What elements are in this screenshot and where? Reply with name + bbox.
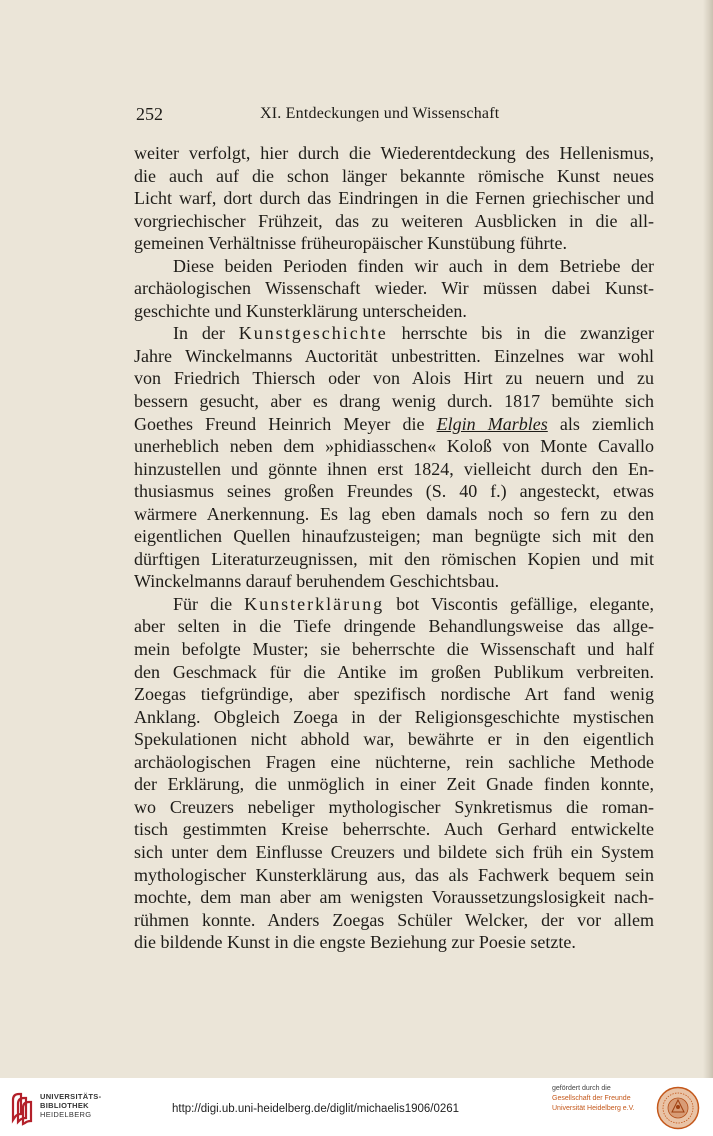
text-line: hinzustellen und gönnte ihnen erst 1824, vielleicht durch den En- <box>134 458 654 479</box>
running-header <box>134 103 654 129</box>
body-text <box>134 142 654 954</box>
text-line: vorgriechischer Frühzeit, das zu weiteren Ausblicken in die all- <box>134 210 654 231</box>
spaced-emphasis: Kunstgeschichte <box>238 323 388 344</box>
text-line: den Geschmack für die Antike im großen Publikum verbreiten. <box>134 661 654 682</box>
sponsor-credit <box>552 1084 652 1114</box>
text-line: Spekulationen nicht abhold war, bewährte er in den eigentlich <box>134 729 654 750</box>
book-pages-logo-icon <box>9 1090 35 1126</box>
spaced-emphasis: Kunsterklärung <box>244 593 385 614</box>
text-line: bessern gesucht, aber es drang wenig durch. 1817 bemühte sich <box>134 391 654 412</box>
digital-library-url[interactable]: http://digi.ub.uni-heidelberg.de/diglit/michaelis1906/0261 <box>172 1103 460 1115</box>
text-line: gemeinen Verhältnisse früheuropäischer Kunstübung führte. <box>134 233 568 254</box>
text-line: mythologischer Kunsterklärung aus, das als Fachwerk bequem sein <box>134 864 654 885</box>
library-name-line3: HEIDELBERG <box>40 1110 92 1119</box>
text-line: Anklang. Obgleich Zoega in der Religionsgeschichte mystischen <box>134 706 654 727</box>
text-line: rühmen konnte. Anders Zoegas Schüler Welcker, der vor allem <box>134 909 654 930</box>
text-segment: herrschte bis in die zwanziger <box>387 323 654 344</box>
text-line <box>134 593 654 616</box>
sponsor-org-line1: Gesellschaft der Freunde <box>552 1095 631 1102</box>
library-name <box>40 1092 101 1119</box>
italic-emphasis: Elgin Marbles <box>436 413 548 434</box>
page-edge-shadow <box>703 0 713 1078</box>
text-line: Winckelmanns darauf beruhendem Geschichtsbau. <box>134 571 500 592</box>
footer-bar <box>0 1078 713 1136</box>
library-name-line2: BIBLIOTHEK <box>40 1101 89 1110</box>
text-line: dürftigen Literaturzeugnissen, mit den römischen Kopien und mit <box>134 548 654 569</box>
text-line: aber selten in die Tiefe dringende Behandlungsweise das allge- <box>134 616 654 637</box>
text-line: von Friedrich Thiersch oder von Alois Hirt zu neuern und zu <box>134 368 654 389</box>
text-line: wo Creuzers nebeliger mythologischer Synkretismus die roman- <box>134 796 654 817</box>
text-line: Jahre Winckelmanns Auctorität unbestritten. Einzelnes war wohl <box>134 345 654 366</box>
running-title: XI. Entdeckungen und Wissenschaft <box>260 105 500 122</box>
text-line: weiter verfolgt, hier durch die Wiederentdeckung des Hellenismus, <box>134 143 654 163</box>
text-segment: bot Viscontis gefällige, elegante, <box>384 593 654 614</box>
text-line: die auch auf die schon länger bekannte römische Kunst neues <box>134 165 654 186</box>
text-line: mochte, dem man aber am wenigsten Voraussetzungslosigkeit nach- <box>134 887 654 908</box>
text-line: Licht warf, dort durch das Eindringen in die Fernen griechischer und <box>134 188 654 209</box>
text-segment: Goethes Freund Heinrich Meyer die <box>134 413 437 434</box>
text-line: archäologischen Wissenschaft wieder. Wir müssen dabei Kunst- <box>134 278 654 299</box>
text-line: archäologischen Fragen eine nüchterne, rein sachliche Methode <box>134 751 654 772</box>
text-line <box>134 413 654 436</box>
text-line: die bildende Kunst in die engste Beziehung zur Poesie setzte. <box>134 932 576 953</box>
text-segment: Für die <box>173 593 245 614</box>
sponsor-org-line2: Universität Heidelberg e.V. <box>552 1105 635 1112</box>
text-line: unerheblich neben dem »phidiasschen« Koloß von Monte Cavallo <box>134 436 654 457</box>
text-line: Diese beiden Perioden finden wir auch in dem Betriebe der <box>173 255 654 276</box>
text-line: thusiasmus seines großen Freundes (S. 40 f.) angesteckt, etwas <box>134 481 654 502</box>
text-segment: In der <box>173 323 239 344</box>
text-line: geschichte und Kunsterklärung unterscheiden. <box>134 300 467 321</box>
text-line: tisch gestimmten Kreise beherrschte. Auch Gerhard entwickelte <box>134 819 654 840</box>
page-number: 252 <box>136 104 163 124</box>
text-segment: als ziemlich <box>547 413 655 434</box>
university-seal-icon <box>656 1086 700 1130</box>
text-line: Zoegas tiefgründige, aber spezifisch nordische Art fand wenig <box>134 684 654 705</box>
text-line: wärmere Anerkennung. Es lag eben damals noch so fern zu den <box>134 503 654 524</box>
text-line: eigentlichen Quellen hinaufzusteigen; man begnügte sich mit den <box>134 526 654 547</box>
text-line <box>134 322 654 345</box>
text-line: mein befolgte Muster; sie beherrschte die Wissenschaft und half <box>134 639 654 660</box>
text-line: sich unter dem Einflusse Creuzers und bildete sich früh ein System <box>134 841 654 862</box>
text-line: der Erklärung, die unmöglich in einer Zeit Gnade finden konnte, <box>134 774 654 795</box>
sponsor-lead: gefördert durch die <box>552 1085 611 1092</box>
library-name-line1: UNIVERSITÄTS- <box>40 1092 102 1101</box>
